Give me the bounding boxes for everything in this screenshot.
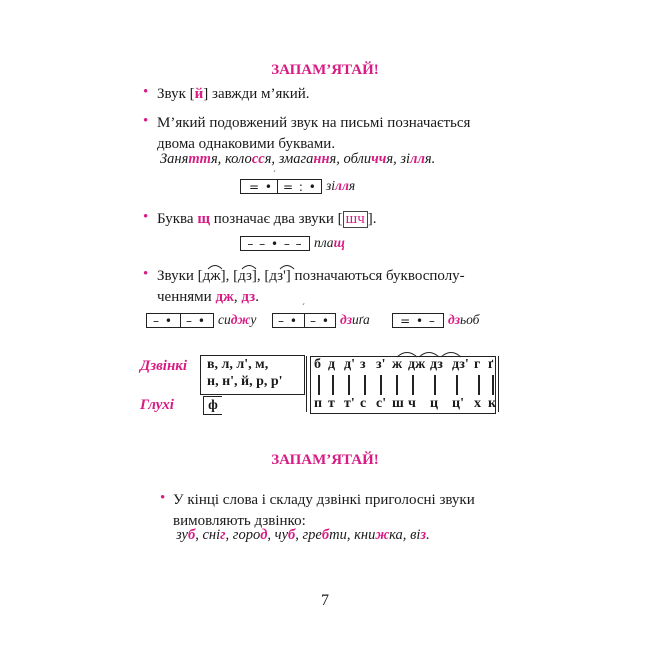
consonant-cell: т' xyxy=(344,396,355,411)
scheme-symbols: – • xyxy=(153,314,173,328)
letter-shch: щ xyxy=(197,211,210,227)
consonant-cell: д xyxy=(328,357,336,372)
example-word: Заняття, xyxy=(160,151,225,167)
pair-line xyxy=(348,375,350,395)
bullet-marker: • xyxy=(143,209,149,225)
scheme-word: дзьоб xyxy=(448,312,480,327)
pair-line xyxy=(380,375,382,395)
rule-final-voiced xyxy=(173,490,475,532)
sound-j: й xyxy=(194,86,204,102)
scheme-symbols: – • xyxy=(186,314,206,328)
consonant-cell: п xyxy=(314,396,323,411)
scheme-divider xyxy=(277,179,278,194)
example-word: чуб, xyxy=(274,527,303,543)
scheme-word: сиджу xyxy=(218,312,257,327)
bullet-marker: • xyxy=(160,490,166,506)
consonant-cell: ч xyxy=(408,396,416,411)
consonant-cell: дж xyxy=(408,357,426,372)
consonant-cell: д' xyxy=(344,357,355,372)
consonant-cell: г xyxy=(474,357,481,372)
consonant-cell: б xyxy=(314,357,321,372)
scheme-word: зілля xyxy=(326,178,356,193)
example-word: змагання, xyxy=(278,151,344,167)
consonant-cell: з xyxy=(360,357,366,372)
consonant-cell: ц' xyxy=(452,396,464,411)
sound-scheme xyxy=(240,236,310,251)
rule-line: ченнями дж, дз. xyxy=(157,289,259,305)
letter-f: ф xyxy=(208,398,218,413)
pair-line xyxy=(456,375,458,395)
consonant-cell: дз xyxy=(430,357,443,372)
sound-scheme xyxy=(392,313,444,328)
scheme-symbols: – • xyxy=(310,314,330,328)
pair-line xyxy=(396,375,398,395)
rule-text: ] завжди м’який. xyxy=(203,86,310,102)
consonant-cell: с' xyxy=(376,396,387,411)
scheme-symbols: = • – xyxy=(400,314,436,328)
examples-line xyxy=(160,151,435,168)
example-word: віз. xyxy=(410,527,430,543)
bullet-marker: • xyxy=(143,113,149,129)
scheme-word: плащ xyxy=(314,235,345,250)
example-word: сніг, xyxy=(202,527,233,543)
page-number: 7 xyxy=(321,592,329,609)
example-word: город, xyxy=(232,527,275,543)
example-word: зілля. xyxy=(400,151,436,167)
voiceless-label: Глухі xyxy=(140,397,174,413)
sound-scheme xyxy=(146,313,214,328)
sound-shch: шч xyxy=(343,211,368,228)
pair-line xyxy=(492,375,494,395)
bullet-marker: • xyxy=(143,84,149,100)
voiced-sonorants-bracket xyxy=(200,355,301,395)
example-word: колосся, xyxy=(224,151,279,167)
pair-line xyxy=(364,375,366,395)
scheme-divider xyxy=(304,313,305,328)
rule-line: М’який подовжений звук на письмі позначається xyxy=(157,115,471,131)
example-word: книжка, xyxy=(354,527,411,543)
section-title: ЗАПАМ’ЯТАЙ! xyxy=(271,62,379,78)
rule-line: двома однаковими буквами. xyxy=(157,136,336,152)
scheme-word: дзиґа xyxy=(340,312,370,327)
consonant-cell: ж xyxy=(392,357,403,372)
bracket-close xyxy=(300,355,305,395)
scheme-symbols: – – • – – xyxy=(247,237,303,251)
affricate-arcs xyxy=(200,262,310,270)
sonorants-line: в, л, л', м, xyxy=(207,357,269,372)
rule-affricates xyxy=(157,266,465,308)
rule-line: Звуки [дж], [дз], [дз'] позначаються буквосполу- xyxy=(157,268,465,284)
example-word: зуб, xyxy=(176,527,203,543)
consonant-cell: с xyxy=(360,396,367,411)
consonant-cell: т xyxy=(328,396,335,411)
consonant-cell: ш xyxy=(392,396,404,411)
sound-scheme xyxy=(272,313,336,328)
pair-line xyxy=(332,375,334,395)
stress-mark: ´ xyxy=(273,169,276,179)
bracket-outer xyxy=(306,356,311,412)
bullet-marker: • xyxy=(143,266,149,282)
pair-line xyxy=(434,375,436,395)
rule-line: У кінці слова і складу дзвінкі приголосні звуки xyxy=(173,492,475,508)
voiced-label: Дзвінкі xyxy=(140,358,188,374)
example-word: обличчя, xyxy=(343,151,401,167)
rule-shch: Буква щ позначає два звуки [ шч ]. xyxy=(157,211,377,227)
sonorants-line: н, н', й, р, р' xyxy=(207,374,283,389)
voiceless-f-bracket xyxy=(203,396,222,415)
pair-line xyxy=(318,375,320,395)
consonant-cell: ц xyxy=(430,396,439,411)
stress-mark: ´ xyxy=(302,302,305,312)
scheme-symbols: – • xyxy=(278,314,298,328)
consonant-cell: ґ xyxy=(488,357,494,372)
pair-line xyxy=(478,375,480,395)
consonant-cell: к xyxy=(488,396,497,411)
consonant-cell: з' xyxy=(376,357,386,372)
rule-soft-j xyxy=(157,84,310,105)
sound-scheme xyxy=(240,179,322,194)
examples-line xyxy=(176,527,430,544)
rule-long-soft xyxy=(157,113,470,155)
consonant-cell: х xyxy=(474,396,481,411)
scheme-symbols: = : • xyxy=(283,180,317,194)
scheme-divider xyxy=(180,313,181,328)
rule-line: вимовляють дзвінко: xyxy=(173,513,306,529)
rule-text: Звук [ xyxy=(157,86,195,102)
scheme-symbols: = • xyxy=(249,180,273,194)
pair-line xyxy=(412,375,414,395)
consonant-cell: дз' xyxy=(452,357,469,372)
section-title: ЗАПАМ’ЯТАЙ! xyxy=(271,452,379,468)
example-word: гребти, xyxy=(302,527,355,543)
